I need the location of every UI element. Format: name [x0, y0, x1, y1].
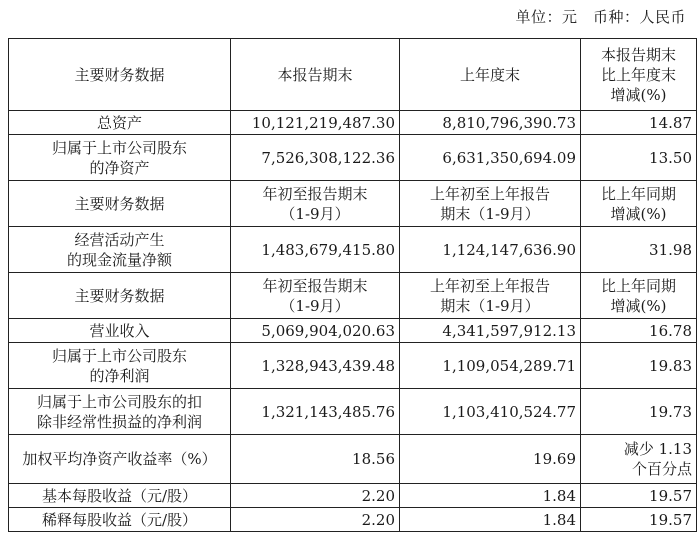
cell-value: 1,321,143,485.76: [231, 389, 400, 435]
cell-value: 减少 1.13 个百分点: [581, 435, 697, 484]
header-main-data: 主要财务数据: [9, 39, 231, 111]
header-prior-year-end: 上年度末: [400, 39, 581, 111]
table-subheader-row: [9, 181, 697, 227]
row-label: 营业收入: [9, 319, 231, 343]
cell-value: 2.20: [231, 484, 400, 508]
cell-value: 19.69: [400, 435, 581, 484]
cell-value: 1.84: [400, 484, 581, 508]
table-row-basic-eps: [9, 484, 697, 508]
cell-value: 18.56: [231, 435, 400, 484]
cell-value: 31.98: [581, 227, 697, 273]
table-row-revenue: [9, 319, 697, 343]
cell-value: 13.50: [581, 135, 697, 181]
table-row-net-assets: [9, 135, 697, 181]
cell-value: 1,103,410,524.77: [400, 389, 581, 435]
subheader-ytd: 年初至报告期末 （1-9月）: [231, 273, 400, 319]
table-row-diluted-eps: [9, 508, 697, 532]
row-label: 稀释每股收益（元/股）: [9, 508, 231, 532]
cell-value: 14.87: [581, 111, 697, 135]
subheader-main-data: 主要财务数据: [9, 181, 231, 227]
cell-value: 19.83: [581, 343, 697, 389]
row-label: 归属于上市公司股东的扣 除非经常性损益的净利润: [9, 389, 231, 435]
currency-unit-note: 单位：元 币种：人民币: [515, 8, 686, 26]
header-change: 本报告期末 比上年度末 增减(%): [581, 39, 697, 111]
row-label: 加权平均净资产收益率（%）: [9, 435, 231, 484]
row-label: 归属于上市公司股东 的净利润: [9, 343, 231, 389]
cell-value: 1,483,679,415.80: [231, 227, 400, 273]
cell-value: 7,526,308,122.36: [231, 135, 400, 181]
cell-value: 2.20: [231, 508, 400, 532]
row-label: 总资产: [9, 111, 231, 135]
cell-value: 5,069,904,020.63: [231, 319, 400, 343]
table-header-row: [9, 39, 697, 111]
cell-value: 1,124,147,636.90: [400, 227, 581, 273]
subheader-main-data: 主要财务数据: [9, 273, 231, 319]
cell-value: 1,109,054,289.71: [400, 343, 581, 389]
subheader-prior-ytd: 上年初至上年报告 期末（1-9月）: [400, 181, 581, 227]
table-row-total-assets: [9, 111, 697, 135]
subheader-ytd: 年初至报告期末 （1-9月）: [231, 181, 400, 227]
table-row-net-profit: [9, 343, 697, 389]
table-row-net-profit-excl-nonrecurring: [9, 389, 697, 435]
subheader-yoy-change: 比上年同期 增减(%): [581, 273, 697, 319]
header-period-end: 本报告期末: [231, 39, 400, 111]
cell-value: 19.73: [581, 389, 697, 435]
cell-value: 1.84: [400, 508, 581, 532]
cell-value: 16.78: [581, 319, 697, 343]
table-row-operating-cash-flow: [9, 227, 697, 273]
cell-value: 10,121,219,487.30: [231, 111, 400, 135]
cell-value: 19.57: [581, 508, 697, 532]
cell-value: 1,328,943,439.48: [231, 343, 400, 389]
cell-value: 19.57: [581, 484, 697, 508]
table-subheader-row: [9, 273, 697, 319]
row-label: 基本每股收益（元/股）: [9, 484, 231, 508]
subheader-prior-ytd: 上年初至上年报告 期末（1-9月）: [400, 273, 581, 319]
cell-value: 6,631,350,694.09: [400, 135, 581, 181]
cell-value: 8,810,796,390.73: [400, 111, 581, 135]
financial-data-table: [8, 38, 697, 532]
table-row-roe: [9, 435, 697, 484]
subheader-yoy-change: 比上年同期 增减(%): [581, 181, 697, 227]
cell-value: 4,341,597,912.13: [400, 319, 581, 343]
row-label: 归属于上市公司股东 的净资产: [9, 135, 231, 181]
row-label: 经营活动产生 的现金流量净额: [9, 227, 231, 273]
